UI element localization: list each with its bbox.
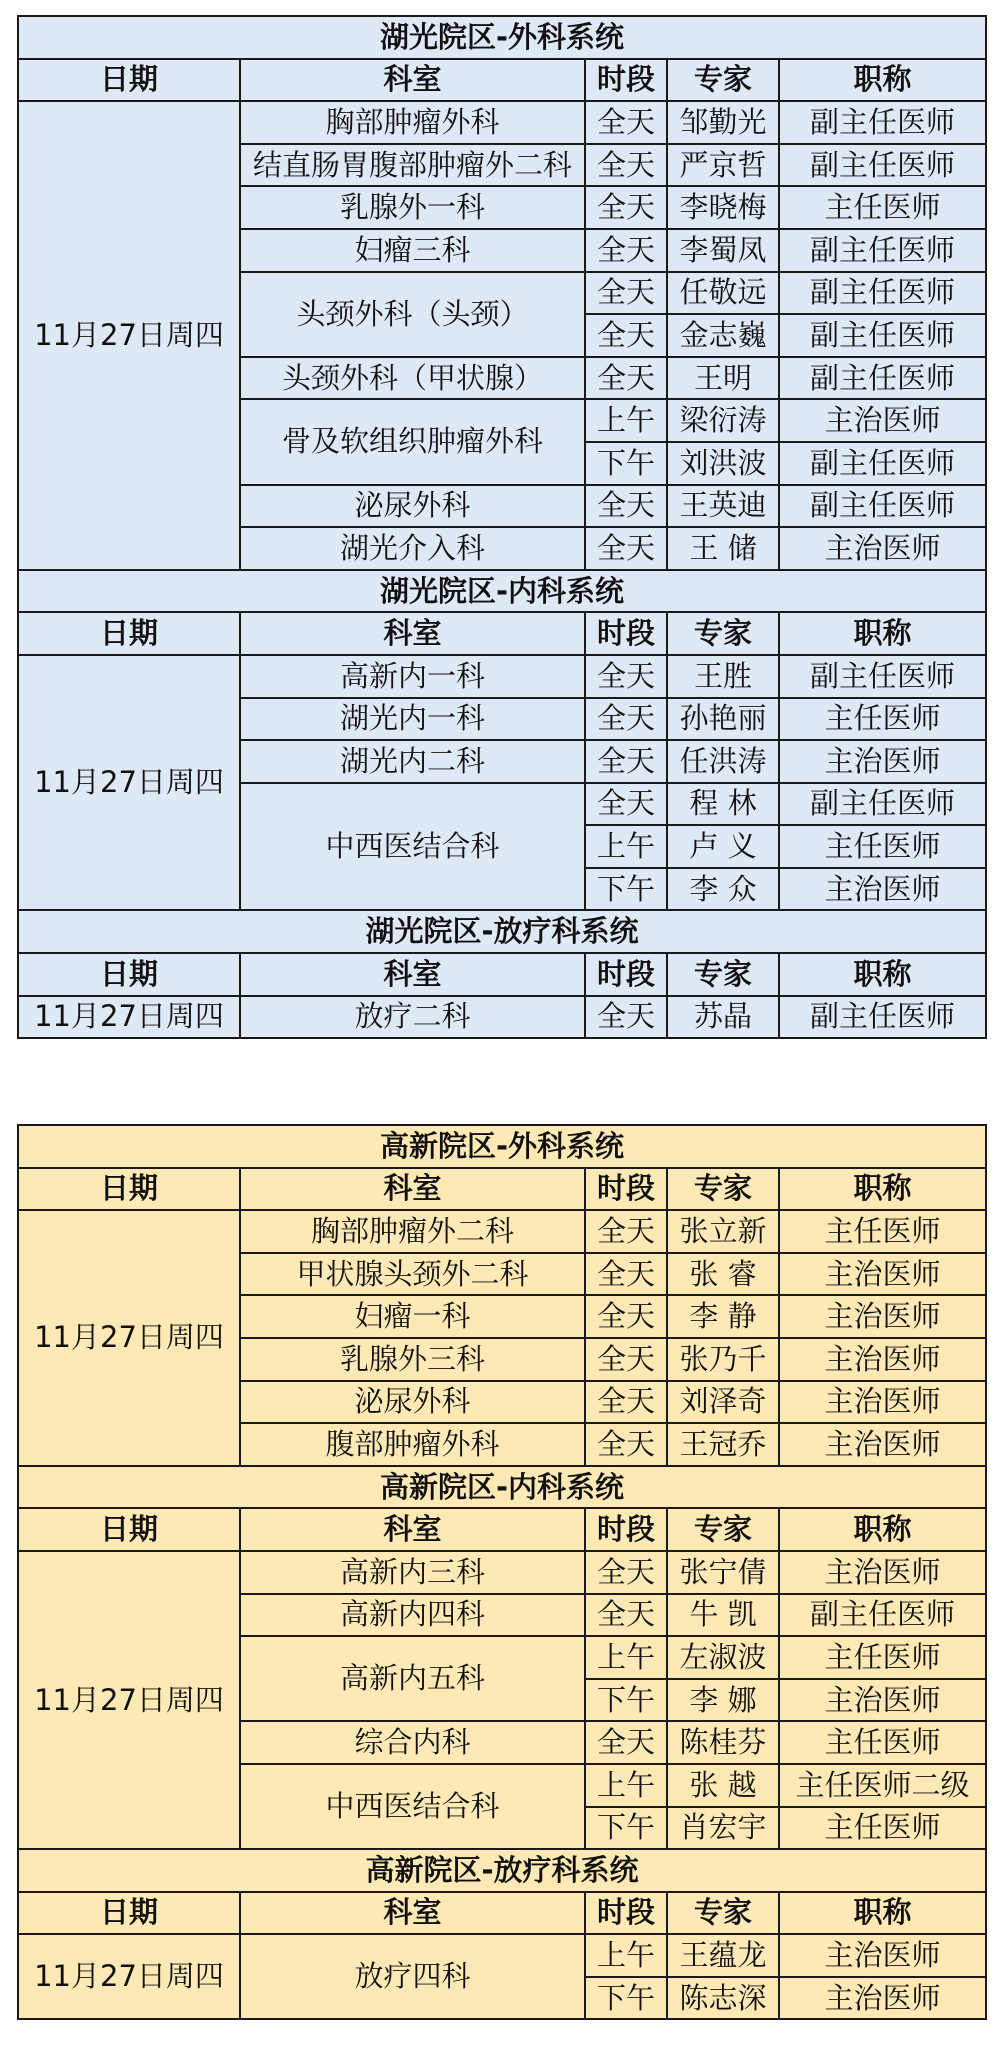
rank-cell: 主治医师 xyxy=(779,1381,986,1424)
time-cell: 下午 xyxy=(585,868,667,911)
rank-cell: 副主任医师 xyxy=(779,1594,986,1637)
date-header: 日期 xyxy=(18,1508,240,1551)
department-cell: 高新内四科 xyxy=(240,1594,585,1637)
doctor-cell: 张 越 xyxy=(667,1764,779,1807)
doctor-cell: 孙艳丽 xyxy=(667,698,779,741)
doctor-cell: 梁衍涛 xyxy=(667,399,779,442)
date-header: 日期 xyxy=(18,1168,240,1211)
doctor-cell: 左淑波 xyxy=(667,1636,779,1679)
rank-cell: 主治医师 xyxy=(779,1253,986,1296)
rank-cell: 主治医师 xyxy=(779,740,986,783)
time-cell: 全天 xyxy=(585,655,667,698)
doctor-cell: 任洪涛 xyxy=(667,740,779,783)
section-title-row xyxy=(18,1125,986,1168)
department-cell: 腹部肿瘤外科 xyxy=(240,1423,585,1466)
doctor-cell: 王蕴龙 xyxy=(667,1934,779,1977)
rank-cell: 副主任医师 xyxy=(779,101,986,144)
time-cell: 全天 xyxy=(585,1423,667,1466)
time-cell: 上午 xyxy=(585,825,667,868)
time-cell: 全天 xyxy=(585,1594,667,1637)
date-header: 日期 xyxy=(18,612,240,655)
rank-cell: 主治医师 xyxy=(779,1423,986,1466)
rank-cell: 主治医师 xyxy=(779,527,986,570)
rank-header: 职称 xyxy=(779,1892,986,1935)
doctor-cell: 李晓梅 xyxy=(667,186,779,229)
doctor-cell: 陈志深 xyxy=(667,1977,779,2020)
date-cell: 11月27日周四 xyxy=(18,101,240,570)
time-cell: 下午 xyxy=(585,1679,667,1722)
rank-header: 职称 xyxy=(779,1508,986,1551)
department-cell: 妇瘤一科 xyxy=(240,1295,585,1338)
doctor-cell: 刘泽奇 xyxy=(667,1381,779,1424)
department-header: 科室 xyxy=(240,59,585,102)
department-header: 科室 xyxy=(240,953,585,996)
time-header: 时段 xyxy=(585,59,667,102)
department-cell: 高新内三科 xyxy=(240,1551,585,1594)
time-cell: 全天 xyxy=(585,1721,667,1764)
department-cell: 泌尿外科 xyxy=(240,485,585,528)
time-header: 时段 xyxy=(585,953,667,996)
date-cell: 11月27日周四 xyxy=(18,655,240,911)
department-cell: 放疗四科 xyxy=(240,1934,585,2019)
date-header: 日期 xyxy=(18,1892,240,1935)
time-cell: 全天 xyxy=(585,101,667,144)
rank-cell: 主治医师 xyxy=(779,1551,986,1594)
doctor-cell: 邹勤光 xyxy=(667,101,779,144)
rank-cell: 主任医师 xyxy=(779,1210,986,1253)
department-cell: 甲状腺头颈外二科 xyxy=(240,1253,585,1296)
department-header: 科室 xyxy=(240,1892,585,1935)
department-cell: 湖光介入科 xyxy=(240,527,585,570)
time-cell: 全天 xyxy=(585,783,667,826)
department-cell: 胸部肿瘤外二科 xyxy=(240,1210,585,1253)
table-row xyxy=(18,1210,986,1253)
section-title: 湖光院区-内科系统 xyxy=(18,570,986,613)
department-cell: 头颈外科（头颈） xyxy=(240,272,585,357)
rank-cell: 主治医师 xyxy=(779,1295,986,1338)
doctor-cell: 陈桂芬 xyxy=(667,1721,779,1764)
rank-cell: 副主任医师 xyxy=(779,996,986,1039)
rank-cell: 主任医师 xyxy=(779,1721,986,1764)
rank-cell: 副主任医师 xyxy=(779,442,986,485)
time-cell: 全天 xyxy=(585,1381,667,1424)
time-cell: 全天 xyxy=(585,314,667,357)
section-title: 高新院区-放疗科系统 xyxy=(18,1849,986,1892)
department-cell: 乳腺外三科 xyxy=(240,1338,585,1381)
date-cell: 11月27日周四 xyxy=(18,1934,240,2019)
section-title: 湖光院区-放疗科系统 xyxy=(18,910,986,953)
date-header: 日期 xyxy=(18,59,240,102)
time-cell: 全天 xyxy=(585,1338,667,1381)
doctor-cell: 卢 义 xyxy=(667,825,779,868)
rank-cell: 主任医师 xyxy=(779,1807,986,1850)
rank-header: 职称 xyxy=(779,59,986,102)
department-cell: 结直肠胃腹部肿瘤外二科 xyxy=(240,144,585,187)
time-cell: 全天 xyxy=(585,740,667,783)
table-row xyxy=(18,996,986,1039)
doctor-cell: 王英迪 xyxy=(667,485,779,528)
doctor-cell: 刘洪波 xyxy=(667,442,779,485)
section-title-row xyxy=(18,1466,986,1509)
date-cell: 11月27日周四 xyxy=(18,1551,240,1849)
date-header: 日期 xyxy=(18,953,240,996)
rank-cell: 副主任医师 xyxy=(779,655,986,698)
rank-cell: 副主任医师 xyxy=(779,314,986,357)
time-cell: 上午 xyxy=(585,1934,667,1977)
header-row xyxy=(18,1168,986,1211)
rank-cell: 主任医师 xyxy=(779,1636,986,1679)
rank-cell: 副主任医师 xyxy=(779,229,986,272)
time-header: 时段 xyxy=(585,1892,667,1935)
section-title: 高新院区-内科系统 xyxy=(18,1466,986,1509)
rank-cell: 副主任医师 xyxy=(779,272,986,315)
time-cell: 全天 xyxy=(585,272,667,315)
rank-cell: 主任医师 xyxy=(779,825,986,868)
time-cell: 全天 xyxy=(585,485,667,528)
rank-cell: 主治医师 xyxy=(779,1338,986,1381)
section-title-row xyxy=(18,910,986,953)
doctor-cell: 牛 凯 xyxy=(667,1594,779,1637)
department-cell: 妇瘤三科 xyxy=(240,229,585,272)
time-header: 时段 xyxy=(585,1168,667,1211)
department-cell: 中西医结合科 xyxy=(240,783,585,911)
doctor-header: 专家 xyxy=(667,1508,779,1551)
gaoxin-schedule-table xyxy=(17,1124,987,2020)
rank-cell: 副主任医师 xyxy=(779,357,986,400)
rank-cell: 主任医师 xyxy=(779,698,986,741)
time-cell: 全天 xyxy=(585,698,667,741)
time-cell: 全天 xyxy=(585,1210,667,1253)
huguang-schedule-table xyxy=(17,15,987,1039)
time-cell: 下午 xyxy=(585,442,667,485)
section-title-row xyxy=(18,16,986,59)
time-cell: 上午 xyxy=(585,1636,667,1679)
rank-cell: 主治医师 xyxy=(779,868,986,911)
doctor-cell: 王明 xyxy=(667,357,779,400)
doctor-cell: 张 睿 xyxy=(667,1253,779,1296)
department-cell: 高新内五科 xyxy=(240,1636,585,1721)
section-title: 高新院区-外科系统 xyxy=(18,1125,986,1168)
rank-cell: 主任医师 xyxy=(779,186,986,229)
rank-cell: 主治医师 xyxy=(779,399,986,442)
department-cell: 中西医结合科 xyxy=(240,1764,585,1849)
department-header: 科室 xyxy=(240,1508,585,1551)
time-cell: 全天 xyxy=(585,996,667,1039)
department-header: 科室 xyxy=(240,612,585,655)
department-cell: 湖光内一科 xyxy=(240,698,585,741)
doctor-header: 专家 xyxy=(667,1892,779,1935)
doctor-cell: 王 储 xyxy=(667,527,779,570)
time-cell: 全天 xyxy=(585,186,667,229)
rank-header: 职称 xyxy=(779,953,986,996)
doctor-cell: 李 众 xyxy=(667,868,779,911)
doctor-cell: 李 娜 xyxy=(667,1679,779,1722)
rank-cell: 副主任医师 xyxy=(779,144,986,187)
doctor-header: 专家 xyxy=(667,59,779,102)
doctor-cell: 金志巍 xyxy=(667,314,779,357)
doctor-cell: 李 静 xyxy=(667,1295,779,1338)
time-cell: 全天 xyxy=(585,527,667,570)
rank-cell: 主治医师 xyxy=(779,1977,986,2020)
time-cell: 全天 xyxy=(585,357,667,400)
doctor-cell: 王冠乔 xyxy=(667,1423,779,1466)
time-cell: 全天 xyxy=(585,229,667,272)
section-title: 湖光院区-外科系统 xyxy=(18,16,986,59)
header-row xyxy=(18,1508,986,1551)
date-cell: 11月27日周四 xyxy=(18,996,240,1039)
doctor-cell: 王胜 xyxy=(667,655,779,698)
rank-header: 职称 xyxy=(779,612,986,655)
department-cell: 乳腺外一科 xyxy=(240,186,585,229)
doctor-cell: 肖宏宇 xyxy=(667,1807,779,1850)
section-title-row xyxy=(18,570,986,613)
time-cell: 上午 xyxy=(585,399,667,442)
time-cell: 全天 xyxy=(585,1253,667,1296)
department-cell: 放疗二科 xyxy=(240,996,585,1039)
doctor-cell: 任敬远 xyxy=(667,272,779,315)
doctor-cell: 张乃千 xyxy=(667,1338,779,1381)
department-cell: 头颈外科（甲状腺） xyxy=(240,357,585,400)
department-cell: 骨及软组织肿瘤外科 xyxy=(240,399,585,484)
rank-cell: 主治医师 xyxy=(779,1679,986,1722)
table-row xyxy=(18,1934,986,1977)
section-title-row xyxy=(18,1849,986,1892)
time-cell: 全天 xyxy=(585,144,667,187)
rank-header: 职称 xyxy=(779,1168,986,1211)
doctor-cell: 张宁倩 xyxy=(667,1551,779,1594)
doctor-cell: 苏晶 xyxy=(667,996,779,1039)
time-cell: 上午 xyxy=(585,1764,667,1807)
doctor-cell: 张立新 xyxy=(667,1210,779,1253)
department-cell: 泌尿外科 xyxy=(240,1381,585,1424)
time-header: 时段 xyxy=(585,612,667,655)
time-header: 时段 xyxy=(585,1508,667,1551)
doctor-header: 专家 xyxy=(667,1168,779,1211)
time-cell: 下午 xyxy=(585,1807,667,1850)
table-row xyxy=(18,1551,986,1594)
date-cell: 11月27日周四 xyxy=(18,1210,240,1466)
department-cell: 综合内科 xyxy=(240,1721,585,1764)
doctor-cell: 李蜀凤 xyxy=(667,229,779,272)
time-cell: 下午 xyxy=(585,1977,667,2020)
rank-cell: 主任医师二级 xyxy=(779,1764,986,1807)
department-header: 科室 xyxy=(240,1168,585,1211)
doctor-header: 专家 xyxy=(667,953,779,996)
header-row xyxy=(18,953,986,996)
header-row xyxy=(18,1892,986,1935)
doctor-cell: 程 林 xyxy=(667,783,779,826)
header-row xyxy=(18,59,986,102)
doctor-header: 专家 xyxy=(667,612,779,655)
table-row xyxy=(18,101,986,144)
department-cell: 高新内一科 xyxy=(240,655,585,698)
rank-cell: 主治医师 xyxy=(779,1934,986,1977)
time-cell: 全天 xyxy=(585,1551,667,1594)
rank-cell: 副主任医师 xyxy=(779,485,986,528)
table-row xyxy=(18,655,986,698)
department-cell: 胸部肿瘤外科 xyxy=(240,101,585,144)
rank-cell: 副主任医师 xyxy=(779,783,986,826)
department-cell: 湖光内二科 xyxy=(240,740,585,783)
header-row xyxy=(18,612,986,655)
time-cell: 全天 xyxy=(585,1295,667,1338)
doctor-cell: 严京哲 xyxy=(667,144,779,187)
